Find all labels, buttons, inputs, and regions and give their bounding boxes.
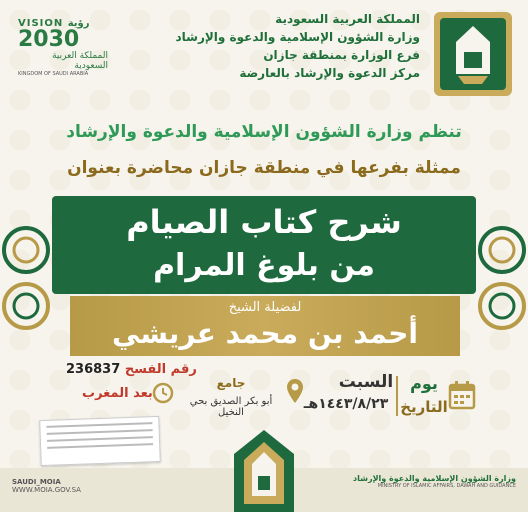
doc-line — [47, 429, 153, 435]
permit-document-image — [39, 416, 161, 466]
permit-number — [66, 362, 197, 377]
vision-label: VISION رؤية — [18, 18, 90, 29]
ministry-line-1: المملكة العربية السعودية — [275, 12, 420, 26]
vision-english: KINGDOM OF SAUDI ARABIA — [18, 71, 89, 77]
doc-line — [46, 422, 152, 428]
footer-english-name: MINISTRY OF ISLAMIC AFFAIRS, DAWAH AND GUIDANCE — [377, 483, 516, 489]
date-value: ١٤٤٣/٨/٢٣هـ — [303, 396, 389, 412]
vision-2030-logo — [18, 18, 108, 78]
ministry-logo-icon — [430, 8, 516, 100]
lecture-time: بعد المغرب — [82, 386, 153, 401]
calendar-icon — [448, 380, 476, 410]
footer-contact — [12, 478, 132, 494]
intro-line-1: تنظم وزارة الشؤون الإسلامية والدعوة والإرشاد — [66, 122, 462, 142]
lecture-title-line-1: شرح كتاب الصيام — [126, 203, 402, 241]
vision-arabic: المملكة العربية السعودية — [52, 51, 108, 71]
ornament-right-icon — [472, 210, 526, 340]
footer-arabic-name: وزارة الشؤون الإسلامية والدعوة والإرشاد — [353, 474, 516, 483]
mosque-label: جامع — [216, 376, 246, 390]
ministry-line-2: وزارة الشؤون الإسلامية والدعوة والإرشاد — [175, 30, 420, 44]
lecture-title-line-2: من بلوغ المرام — [153, 248, 375, 283]
speaker-label: لفضيلة الشيخ — [228, 300, 302, 315]
day-label: يوم — [410, 374, 438, 393]
ministry-line-3: فرع الوزارة بمنطقة جازان — [263, 48, 420, 62]
social-handle[interactable]: SAUDI_MOIA — [12, 478, 61, 486]
vision-year: 2030 — [18, 27, 80, 52]
ministry-header — [175, 10, 420, 82]
website-link[interactable]: WWW.MOIA.GOV.SA — [12, 486, 81, 494]
mosque-name: أبو بكر الصديق بحي النخيل — [189, 396, 273, 418]
ministry-line-4: مركز الدعوة والإرشاد بالعارضة — [239, 66, 420, 80]
footer-ministry-name — [316, 474, 516, 489]
permit-label: رقم الفسح — [124, 362, 197, 377]
footer-ministry-logo-icon — [232, 428, 296, 512]
date-label: التاريخ — [400, 398, 448, 416]
doc-line — [47, 436, 153, 442]
ornament-left-icon — [2, 210, 56, 340]
day-value: السبت — [338, 372, 394, 392]
permit-value: 236837 — [66, 362, 121, 377]
clock-icon — [152, 382, 174, 404]
doc-line — [47, 443, 153, 449]
speaker-name: أحمد بن محمد عريشي — [111, 317, 419, 350]
info-divider — [396, 376, 398, 416]
intro-line-2: ممثلة بفرعها في منطقة جازان محاضرة بعنوان — [67, 158, 461, 178]
